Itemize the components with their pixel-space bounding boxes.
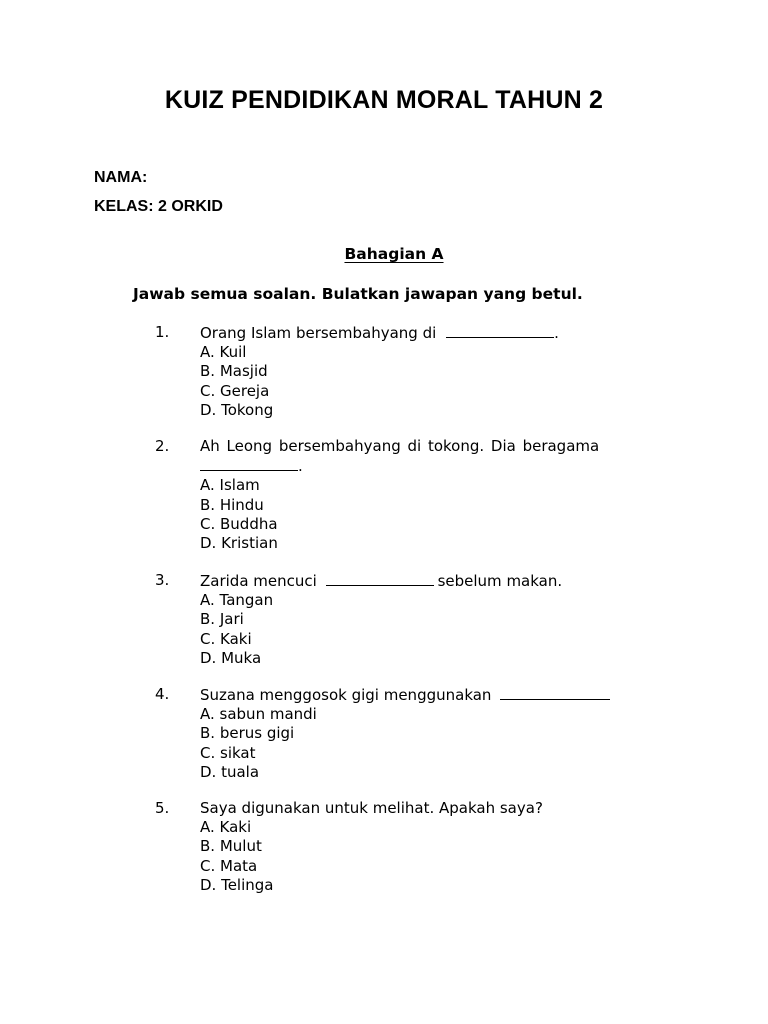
question-number: 2. [155,437,170,455]
option-c: C. Kaki [200,629,252,648]
option-b: B. Jari [200,610,244,629]
options-list [155,705,655,782]
question-text: Suzana menggosok gigi menggunakan [200,686,492,704]
question-5 [155,799,655,895]
option-a: A. sabun mandi [200,705,317,724]
answer-blank [200,456,298,471]
option-a: A. Tangan [200,591,274,610]
option-c: C. Buddha [200,514,278,533]
section-heading: Bahagian A [344,245,444,263]
option-a: A. Kaki [200,818,252,837]
question-number: 5. [155,799,170,817]
option-b: B. Mulut [200,837,262,856]
option-b: B. Masjid [200,362,268,381]
question-3 [155,571,655,668]
option-b: B. Hindu [200,495,264,514]
question-number: 1. [155,323,170,341]
options-list [155,343,655,420]
question-4 [155,685,655,782]
answer-blank [326,571,434,586]
document-title: KUIZ PENDIDIKAN MORAL TAHUN 2 [164,86,604,114]
question-text: Saya digunakan untuk melihat. Apakah saya? [200,799,543,817]
kelas-field-label: KELAS: 2 ORKID [94,198,223,215]
answer-blank [446,323,554,338]
option-a: A. Kuil [200,343,247,362]
option-c: C. Gereja [200,381,270,400]
option-a: A. Islam [200,476,260,495]
question-text: Ah Leong bersembahyang di tokong. Dia beragama [200,437,600,455]
question-number: 4. [155,685,170,703]
option-c: C. Mata [200,856,258,875]
question-2 [155,437,655,553]
option-d: D. Muka [200,648,262,667]
question-text-end: sebelum makan. [437,572,563,590]
question-number: 3. [155,571,170,589]
question-text: Zarida mencuci [200,572,317,590]
options-list [155,591,655,668]
option-d: D. Kristian [200,534,278,553]
option-d: D. Telinga [200,875,274,894]
option-b: B. berus gigi [200,724,295,743]
answer-blank [500,685,610,700]
options-list [155,818,655,895]
nama-field-label: NAMA: [94,169,148,186]
question-1 [155,323,655,420]
question-text: Orang Islam bersembahyang di [200,324,437,342]
question-text-end: . [554,324,559,342]
question-text-end: . [298,457,303,476]
option-d: D. tuala [200,762,260,781]
instruction-text: Jawab semua soalan. Bulatkan jawapan yang betul. [133,285,583,303]
options-list [155,476,655,553]
option-d: D. Tokong [200,400,274,419]
option-c: C. sikat [200,743,256,762]
